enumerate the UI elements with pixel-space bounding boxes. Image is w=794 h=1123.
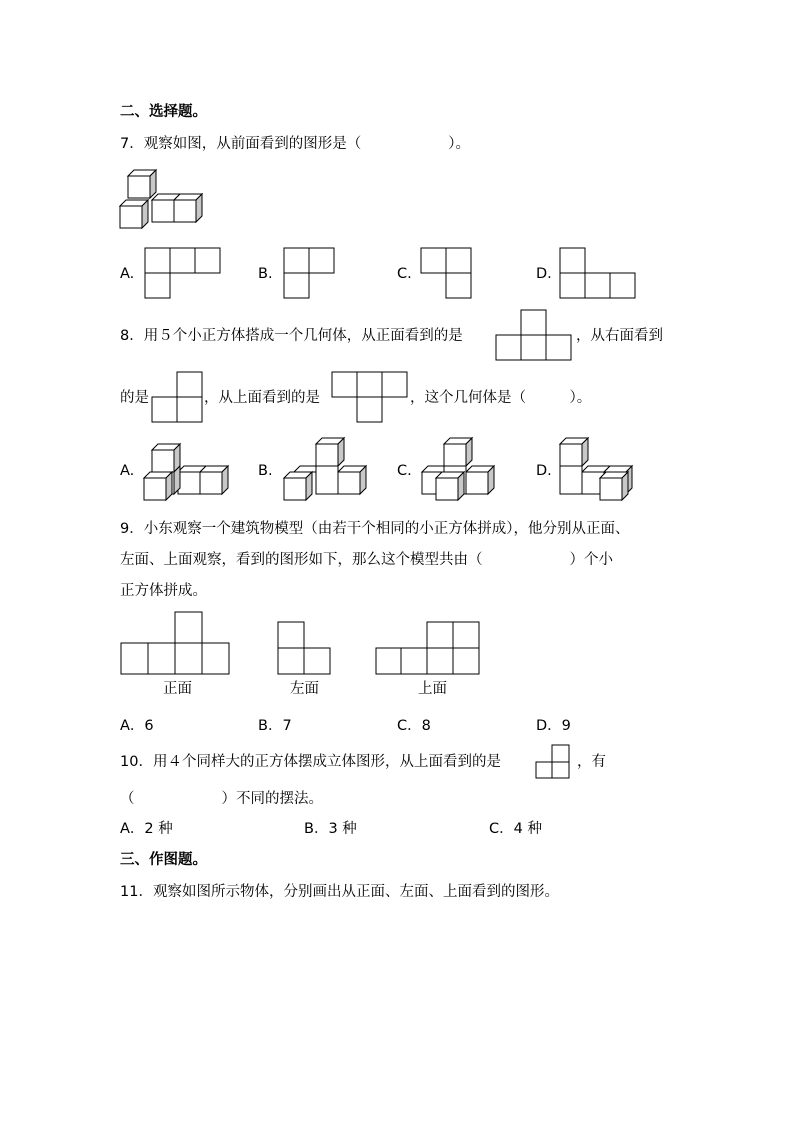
q8-front-view-figure bbox=[495, 309, 577, 363]
question-8-line-1: 8．用５个小正方体搭成一个几何体，从正面看到的是 bbox=[120, 328, 463, 344]
question-8-line-2b: ，从上面看到的是 bbox=[204, 390, 320, 406]
q7-option-a-figure[interactable] bbox=[144, 247, 224, 301]
q8-option-a-figure[interactable] bbox=[142, 436, 238, 506]
q8-option-c-figure[interactable] bbox=[420, 436, 516, 506]
q8-option-d-figure[interactable] bbox=[558, 436, 654, 506]
question-8-line-1-end: ，从右面看到 bbox=[576, 328, 663, 344]
q8-option-c-label[interactable]: C. bbox=[397, 463, 412, 479]
q7-option-b-figure[interactable] bbox=[283, 247, 339, 301]
q10-option-a[interactable]: A．2 种 bbox=[120, 821, 173, 837]
q7-option-b-label[interactable]: B. bbox=[258, 266, 273, 282]
q7-option-c-label[interactable]: C. bbox=[397, 266, 412, 282]
section-title: 二、选择题。 bbox=[120, 104, 207, 120]
q8-option-a-label[interactable]: A. bbox=[120, 463, 135, 479]
q9-option-c[interactable]: C．8 bbox=[397, 718, 431, 734]
q10-option-c[interactable]: C．4 种 bbox=[489, 821, 542, 837]
question-8-line-2c: ，这个几何体是（ ）。 bbox=[410, 390, 592, 406]
q10-option-b[interactable]: B．3 种 bbox=[304, 821, 357, 837]
q7-option-c-figure[interactable] bbox=[420, 247, 476, 301]
q7-option-a-label[interactable]: A. bbox=[120, 266, 135, 282]
question-7-solid-figure bbox=[118, 166, 213, 234]
q9-left-view-figure bbox=[277, 621, 333, 675]
question-9-line-2: 左面、上面观察，看到的图形如下，那么这个模型共由（ ）个小 bbox=[120, 552, 613, 568]
section-title: 三、作图题。 bbox=[120, 852, 207, 868]
question-8-line-2a: 的是 bbox=[120, 390, 149, 406]
q9-top-view-figure bbox=[375, 621, 485, 675]
question-10-line-2: （ ）不同的摆法。 bbox=[120, 791, 323, 807]
question-10-line-1-end: ，有 bbox=[577, 754, 606, 770]
q9-top-view-label: 上面 bbox=[418, 681, 447, 697]
q10-top-view-figure bbox=[535, 744, 573, 780]
q9-option-a[interactable]: A．6 bbox=[120, 718, 154, 734]
q9-option-b[interactable]: B．7 bbox=[258, 718, 292, 734]
q8-right-view-figure bbox=[151, 371, 207, 425]
q7-option-d-figure[interactable] bbox=[559, 247, 641, 301]
q9-front-view-label: 正面 bbox=[163, 681, 192, 697]
question-10-line-1: 10．用４个同样大的正方体摆成立体图形，从上面看到的是 bbox=[120, 754, 501, 770]
q9-left-view-label: 左面 bbox=[290, 681, 319, 697]
q8-top-view-figure bbox=[331, 371, 413, 425]
q8-option-b-figure[interactable] bbox=[282, 436, 378, 506]
question-11-text: 11．观察如图所示物体，分别画出从正面、左面、上面看到的图形。 bbox=[120, 884, 559, 900]
q8-option-b-label[interactable]: B. bbox=[258, 463, 273, 479]
q7-option-d-label[interactable]: D. bbox=[536, 266, 552, 282]
question-7-text: 7．观察如图，从前面看到的图形是（ ）。 bbox=[120, 136, 470, 152]
q9-front-view-figure bbox=[120, 611, 234, 675]
q8-option-d-label[interactable]: D. bbox=[536, 463, 552, 479]
question-9-line-1: 9．小东观察一个建筑物模型（由若干个相同的小正方体拼成），他分别从正面、 bbox=[120, 521, 630, 537]
q9-option-d[interactable]: D．9 bbox=[536, 718, 571, 734]
question-9-line-3: 正方体拼成。 bbox=[120, 583, 207, 599]
